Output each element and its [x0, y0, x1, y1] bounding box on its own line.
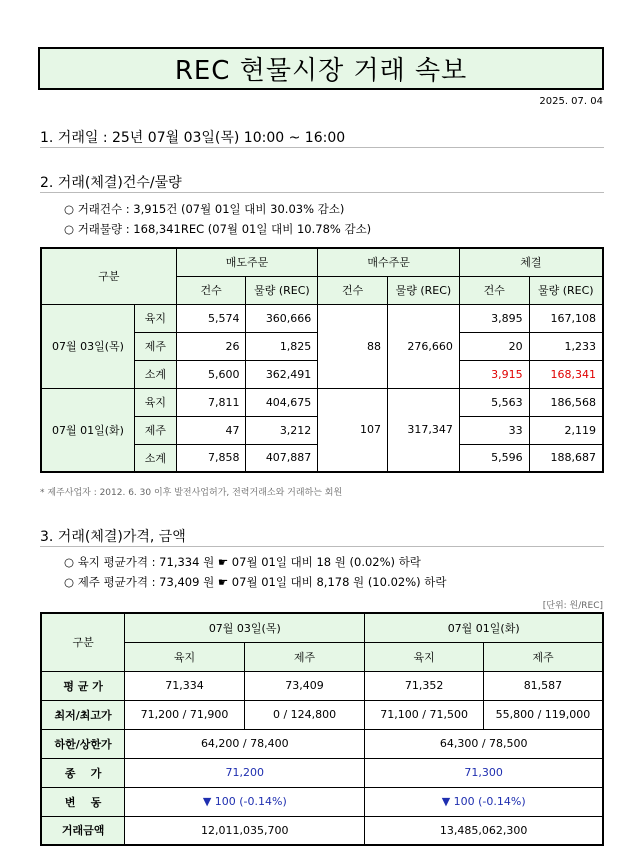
sell-count-cell: 26 — [176, 332, 246, 360]
region-cell: 제주 — [134, 416, 176, 444]
value-cell: 64,200 / 78,400 — [125, 729, 365, 758]
subheader: 건수 — [459, 276, 529, 304]
footnote: * 제주사업자 : 2012. 6. 30 이후 발전사업허가, 전력거래소와 거래하는 회원 — [40, 488, 343, 498]
bullet-jeju-price: ○ 제주 평균가격 : 73,409 원 ☛ 07월 01일 대비 8,178 원 (10.02%) 하락 — [64, 575, 447, 589]
deal-volume-cell: 186,568 — [529, 388, 603, 416]
region-header: 육지 — [365, 642, 484, 671]
value-cell: 71,100 / 71,500 — [365, 700, 484, 729]
deal-count-total-cell: 3,915 — [459, 360, 529, 388]
row-label: 거래금액 — [41, 816, 125, 845]
sell-volume-cell: 407,887 — [246, 444, 318, 472]
date-cell: 07월 01일(화) — [41, 388, 134, 472]
table-corner: 구분 — [41, 613, 125, 671]
section1-trade-date: 1. 거래일 : 25년 07월 03일(목) 10:00 ~ 16:00 — [40, 130, 346, 146]
deal-volume-cell: 188,687 — [529, 444, 603, 472]
subheader: 물량 (REC) — [246, 276, 318, 304]
sell-volume-cell: 360,666 — [246, 304, 318, 332]
value-cell: 0 / 124,800 — [244, 700, 365, 729]
deal-count-cell: 33 — [459, 416, 529, 444]
table-row — [41, 700, 603, 729]
buy-count-cell: 107 — [318, 388, 388, 472]
close-price-cell: 71,200 — [125, 758, 365, 787]
date-cell: 07월 03일(목) — [41, 304, 134, 388]
region-cell: 제주 — [134, 332, 176, 360]
divider — [40, 546, 604, 547]
trade-count-volume-table — [40, 247, 604, 473]
region-cell: 육지 — [134, 388, 176, 416]
sell-volume-cell: 3,212 — [246, 416, 318, 444]
row-label: 종 가 — [41, 758, 125, 787]
sell-volume-cell: 1,825 — [246, 332, 318, 360]
sell-count-cell: 7,811 — [176, 388, 246, 416]
value-cell: 71,334 — [125, 671, 245, 700]
buy-volume-cell: 276,660 — [387, 304, 459, 388]
sell-count-cell: 47 — [176, 416, 246, 444]
table-row — [41, 671, 603, 700]
table-row — [41, 816, 603, 845]
value-cell: 71,200 / 71,900 — [125, 700, 245, 729]
section3-heading: 3. 거래(체결)가격, 금액 — [40, 529, 186, 545]
subheader: 물량 (REC) — [529, 276, 603, 304]
buy-count-cell: 88 — [318, 304, 388, 388]
bullet-trade-volume: ○ 거래물량 : 168,341REC (07월 01일 대비 10.78% 감소) — [64, 222, 372, 236]
sell-count-cell: 7,858 — [176, 444, 246, 472]
date-header: 07월 03일(목) — [125, 613, 365, 642]
value-cell: 13,485,062,300 — [365, 816, 603, 845]
report-title: REC 현물시장 거래 속보 — [38, 47, 604, 90]
unit-label: [단위: 원/REC] — [542, 601, 603, 611]
divider — [40, 192, 604, 193]
deal-count-cell: 5,596 — [459, 444, 529, 472]
table-row — [41, 787, 603, 816]
sell-count-cell: 5,574 — [176, 304, 246, 332]
deal-count-cell: 3,895 — [459, 304, 529, 332]
deal-volume-cell: 1,233 — [529, 332, 603, 360]
sell-volume-cell: 404,675 — [246, 388, 318, 416]
bullet-mainland-price: ○ 육지 평균가격 : 71,334 원 ☛ 07월 01일 대비 18 원 (0.02%) 하락 — [64, 555, 421, 569]
table-row — [41, 758, 603, 787]
table-corner: 구분 — [41, 248, 176, 304]
sell-count-cell: 5,600 — [176, 360, 246, 388]
date-header: 07월 01일(화) — [365, 613, 603, 642]
deal-volume-cell: 167,108 — [529, 304, 603, 332]
subheader: 건수 — [318, 276, 388, 304]
change-cell: ▼ 100 (-0.14%) — [125, 787, 365, 816]
row-label: 최저/최고가 — [41, 700, 125, 729]
group-header-deal: 체결 — [459, 248, 603, 276]
value-cell: 81,587 — [483, 671, 603, 700]
region-cell: 육지 — [134, 304, 176, 332]
section2-heading: 2. 거래(체결)건수/물량 — [40, 175, 182, 191]
row-label: 변 동 — [41, 787, 125, 816]
region-cell: 소계 — [134, 360, 176, 388]
row-label: 하한/상한가 — [41, 729, 125, 758]
value-cell: 71,352 — [365, 671, 484, 700]
table-row — [41, 304, 603, 332]
value-cell: 64,300 / 78,500 — [365, 729, 603, 758]
deal-count-cell: 20 — [459, 332, 529, 360]
region-header: 제주 — [244, 642, 365, 671]
divider — [40, 147, 604, 148]
value-cell: 12,011,035,700 — [125, 816, 365, 845]
change-cell: ▼ 100 (-0.14%) — [365, 787, 603, 816]
table-row — [41, 729, 603, 758]
deal-count-cell: 5,563 — [459, 388, 529, 416]
close-price-cell: 71,300 — [365, 758, 603, 787]
table-row — [41, 388, 603, 416]
row-label: 평 균 가 — [41, 671, 125, 700]
sell-volume-cell: 362,491 — [246, 360, 318, 388]
region-header: 제주 — [483, 642, 603, 671]
subheader: 물량 (REC) — [387, 276, 459, 304]
subheader: 건수 — [176, 276, 246, 304]
region-cell: 소계 — [134, 444, 176, 472]
group-header-sell: 매도주문 — [176, 248, 318, 276]
value-cell: 73,409 — [244, 671, 365, 700]
deal-volume-cell: 2,119 — [529, 416, 603, 444]
buy-volume-cell: 317,347 — [387, 388, 459, 472]
report-date: 2025. 07. 04 — [539, 96, 603, 107]
deal-volume-total-cell: 168,341 — [529, 360, 603, 388]
price-amount-table — [40, 612, 604, 846]
region-header: 육지 — [125, 642, 245, 671]
value-cell: 55,800 / 119,000 — [483, 700, 603, 729]
group-header-buy: 매수주문 — [318, 248, 460, 276]
bullet-trade-count: ○ 거래건수 : 3,915건 (07월 01일 대비 30.03% 감소) — [64, 202, 345, 216]
